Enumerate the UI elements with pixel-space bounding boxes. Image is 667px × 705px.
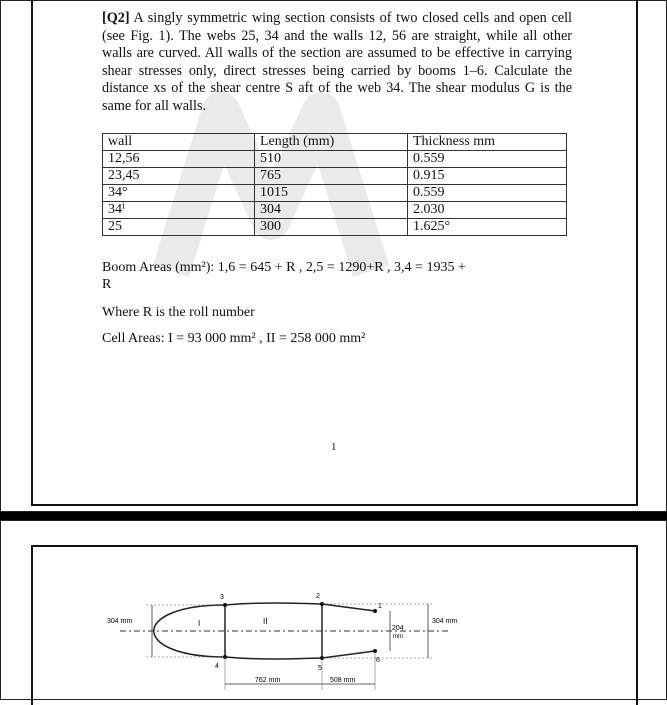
cell-label-II: II — [263, 617, 268, 626]
page-number: 1 — [331, 441, 337, 453]
table-row — [103, 151, 567, 168]
cell-thickness: 1.625° — [408, 219, 567, 236]
wall-56 — [322, 651, 375, 658]
cell-length: 304 — [255, 202, 408, 219]
table-row — [103, 185, 567, 202]
boom-label-4: 4 — [215, 663, 219, 670]
question-body: A singly symmetric wing section consists of two closed cells and open cell (see Fig. 1). The webs 25, 34 and the walls 12, 56 are straight, while all other walls are curved. All walls of the section are assumed to be effective in carrying shear stresses only, direct stresses being carried by booms 1–6. Calculate the distance xs of the shear centre S aft of the web 34. The shear modulus G is the same for all walls. — [102, 10, 572, 114]
header-thickness: Thickness mm — [408, 134, 567, 151]
wing-section-figure — [60, 580, 480, 700]
cell-areas: Cell Areas: I = 93 000 mm² , II = 258 000 mm² — [102, 331, 366, 346]
dim-left-label: 304 mm — [107, 618, 133, 625]
top-wall-23 — [225, 603, 322, 605]
cell-thickness: 0.915 — [408, 168, 567, 185]
boom-areas-line-2: R — [102, 277, 112, 292]
boom-label-6: 6 — [376, 657, 380, 664]
table-row — [103, 202, 567, 219]
header-wall: wall — [103, 134, 255, 151]
dim-508-label: 508 mm — [330, 677, 356, 684]
boom-label-5: 5 — [318, 665, 322, 672]
cell-wall: 34ⁱ — [103, 202, 255, 219]
cell-label-I: I — [198, 619, 201, 628]
cell-thickness: 2.030 — [408, 202, 567, 219]
cell-length: 1015 — [255, 185, 408, 202]
dim-right-label: 304 mm — [432, 618, 458, 625]
page-gap — [0, 512, 667, 520]
roll-number-note: Where R is the roll number — [102, 305, 255, 320]
bottom-wall-45 — [225, 657, 322, 659]
question-text — [102, 10, 572, 115]
dim-mid-bottom: mm — [393, 634, 403, 640]
table-row — [103, 219, 567, 236]
header-length: Length (mm) — [255, 134, 408, 151]
wall-12 — [322, 604, 375, 611]
cell-length: 300 — [255, 219, 408, 236]
cell-wall: 12,56 — [103, 151, 255, 168]
table-header-row — [103, 134, 567, 151]
table-row — [103, 168, 567, 185]
cell-length: 510 — [255, 151, 408, 168]
boom-1 — [373, 609, 377, 613]
boom-areas-line-1: Boom Areas (mm²): 1,6 = 645 + R , 2,5 = 1290+R , 3,4 = 1935 + — [102, 260, 466, 275]
cell-wall: 23,45 — [103, 168, 255, 185]
boom-label-2: 2 — [316, 593, 320, 600]
cell-thickness: 0.559 — [408, 185, 567, 202]
cell-wall: 25 — [103, 219, 255, 236]
cell-thickness: 0.559 — [408, 151, 567, 168]
cell-wall: 34° — [103, 185, 255, 202]
wall-properties-table — [102, 133, 567, 236]
dim-mid-top: 204 — [392, 625, 404, 632]
boom-label-1: 1 — [378, 603, 382, 610]
boom-label-3: 3 — [220, 594, 224, 601]
dim-762-label: 762 mm — [255, 677, 281, 684]
cell-length: 765 — [255, 168, 408, 185]
question-label: [Q2] — [102, 10, 130, 26]
